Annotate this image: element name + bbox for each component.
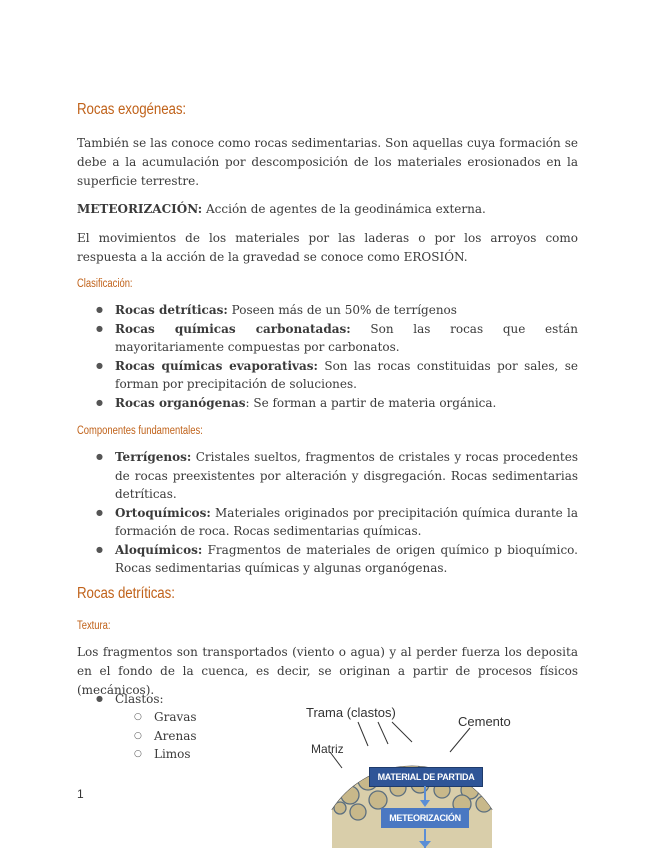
label-matriz: Matriz [311, 742, 344, 756]
meteorizacion-definition: Acción de agentes de la geodinámica externa. [202, 202, 486, 216]
sub-list-item-arenas: ○ Arenas [154, 727, 197, 746]
list-item-term: Terrígenos: [115, 450, 192, 464]
clasificacion-heading: Clasificación: [77, 278, 133, 290]
list-item [77, 448, 578, 504]
list-item-term: Rocas químicas evaporativas: [115, 358, 318, 373]
list-item-term: Rocas organógenas [115, 395, 246, 410]
list-item [77, 394, 578, 413]
list-item-term: Rocas detríticas: [115, 303, 228, 317]
componentes-heading: Componentes fundamentales: [77, 425, 203, 437]
list-item-text: Cristales sueltos, fragmentos de cristales y rocas procedentes de rocas preexistentes por alteración y disgregación. Rocas sedimentarias detríticas. [115, 450, 578, 501]
clasificacion-list [77, 301, 578, 412]
label-cemento: Cemento [458, 714, 511, 729]
textura-heading: Textura: [77, 620, 111, 632]
list-item [77, 357, 578, 394]
list-item-text: Son las rocas que están mayoritariamente compuestas por carbonatos. [115, 321, 578, 354]
flow-box-material-de-partida: MATERIAL DE PARTIDA [369, 767, 483, 787]
erosion-paragraph: El movimientos de los materiales por las laderas o por los arroyos como respuesta a la acción de la gravedad se conoce como EROSIÓN. [77, 231, 578, 264]
sub-list-item-limos: ○ Limos [154, 745, 191, 764]
meteorizacion-paragraph [77, 200, 578, 219]
list-item-text: Poseen más de un 50% de terrígenos [227, 303, 457, 317]
sub-list-item-gravas: ○ Gravas [154, 708, 197, 727]
clastos-list [77, 690, 257, 709]
page-number: 1 [77, 787, 84, 801]
list-item [77, 541, 578, 578]
list-item [77, 504, 578, 541]
section-title-rocas-detriticas: Rocas detríticas: [77, 585, 175, 602]
label-trama: Trama (clastos) [306, 705, 396, 720]
intro-paragraph: También se las conoce como rocas sedimentarias. Son aquellas cuya formación se debe a la acumulación por descomposición de los materiales erosionados en la superficie terrestre. [77, 136, 578, 188]
list-item-text: Materiales originados por precipitación química durante la formación de roca. Rocas sedimentarias químicas. [115, 505, 578, 538]
section-title-rocas-exogeneas: Rocas exogéneas: [77, 101, 187, 118]
list-item-text: Son las rocas constituidas por sales, se forman por precipitación de soluciones. [115, 358, 578, 391]
flow-box-meteorizacion: METEORIZACIÓN [381, 808, 469, 828]
meteorizacion-term: METEORIZACIÓN: [77, 202, 203, 216]
arrow-down-icon [419, 829, 431, 848]
textura-paragraph: Los fragmentos son transportados (viento o agua) y al perder fuerza los deposita en el fondo de la cuenca, es decir, se originan a partir de procesos físicos (mecánicos). [77, 645, 578, 697]
list-item-text: : Se forman a partir de materia orgánica. [245, 395, 497, 410]
list-item-clastos: ● Clastos: [77, 690, 257, 709]
componentes-list [77, 448, 578, 578]
list-item-term: Aloquímicos: [115, 542, 203, 557]
list-item-term: Ortoquímicos: [115, 505, 211, 520]
list-item [77, 301, 578, 320]
list-item [77, 320, 578, 357]
list-item-term: Rocas químicas carbonatadas: [115, 321, 351, 336]
list-item-text: Fragmentos de materiales de origen químico p bioquímico. Rocas sedimentarias químicas y algunas organógenas. [115, 542, 578, 575]
arrow-down-icon [419, 786, 431, 808]
